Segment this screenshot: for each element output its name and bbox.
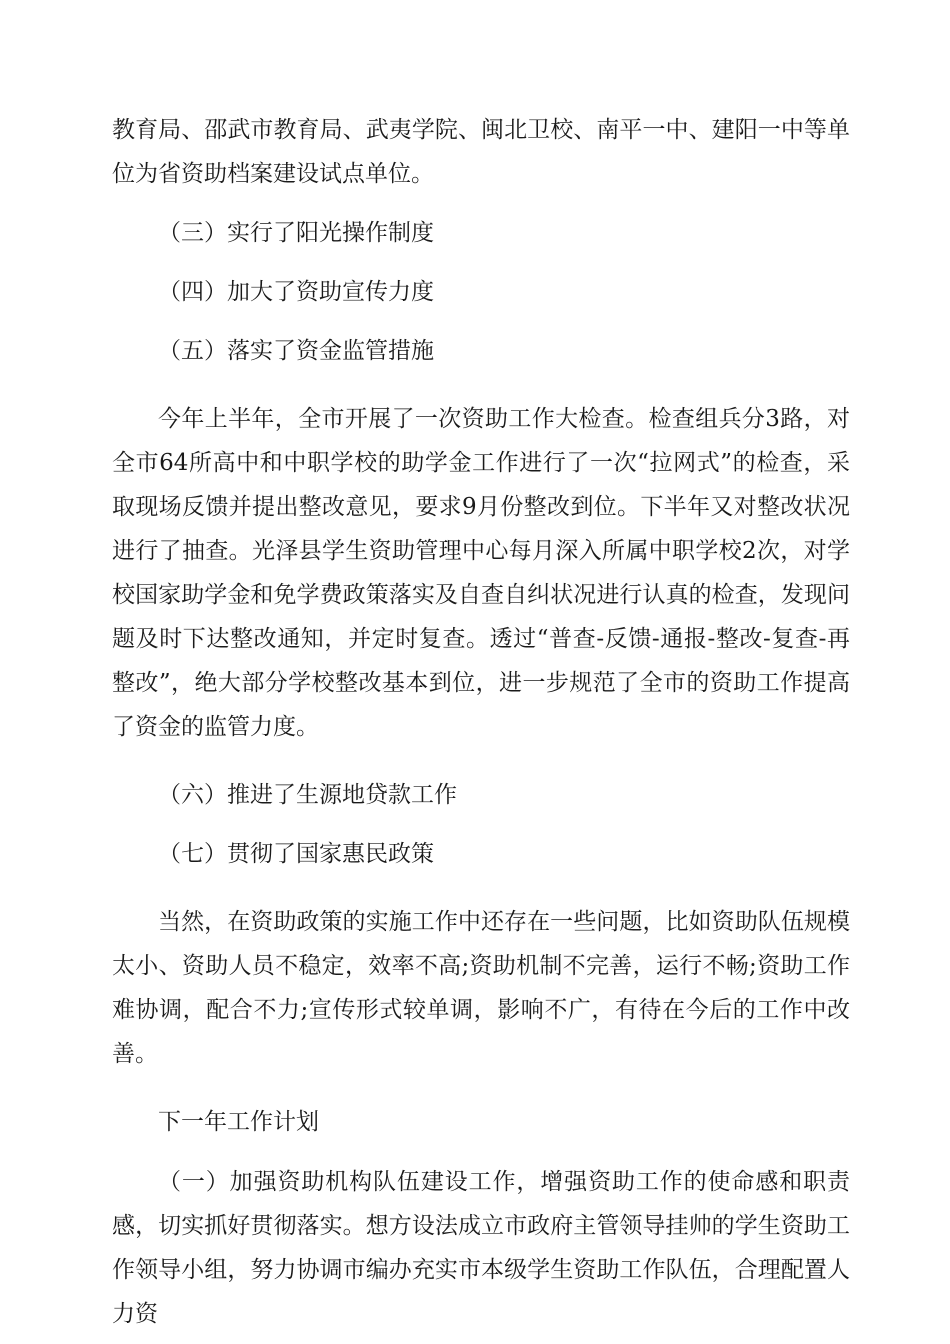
paragraph-problems: 当然，在资助政策的实施工作中还存在一些问题，比如资助队伍规模太小、资助人员不稳定，效率不高;资助机制不完善，运行不畅;资助工作难协调，配合不力;宣传形式较单调，影响不广，有待在今后的工作中改善。: [112, 909, 850, 1067]
heading-section-3: （三）实行了阳光操作制度: [158, 220, 434, 246]
heading-section-4: （四）加大了资助宣传力度: [158, 279, 434, 305]
heading-section-5: （五）落实了资金监管措施: [158, 338, 434, 364]
heading-section-6: （六）推进了生源地贷款工作: [158, 782, 457, 808]
paragraph-continuation: 教育局、邵武市教育局、武夷学院、闽北卫校、南平一中、建阳一中等单位为省资助档案建设试点单位。: [112, 117, 850, 187]
document-page: [112, 108, 850, 1336]
heading-section-7: （七）贯彻了国家惠民政策: [158, 841, 434, 867]
heading-next-year-plan: 下一年工作计划: [158, 1109, 319, 1135]
paragraph-plan-1: （一）加强资助机构队伍建设工作，增强资助工作的使命感和职责感，切实抓好贯彻落实。想方设法成立市政府主管领导挂帅的学生资助工作领导小组，努力协调市编办充实市本级学生资助工作队伍，合理配置人力资: [112, 1169, 850, 1327]
paragraph-inspection: 今年上半年，全市开展了一次资助工作大检查。检查组兵分3路，对全市64所高中和中职学校的助学金工作进行了一次“拉网式”的检查，采取现场反馈并提出整改意见，要求9月份整改到位。下半年又对整改状况进行了抽查。光泽县学生资助管理中心每月深入所属中职学校2次，对学校国家助学金和免学费政策落实及自查自纠状况进行认真的检查，发现问题及时下达整改通知，并定时复查。透过“普查-反馈-通报-整改-复查-再整改”，绝大部分学校整改基本到位，进一步规范了全市的资助工作提高了资金的监管力度。: [112, 406, 850, 740]
